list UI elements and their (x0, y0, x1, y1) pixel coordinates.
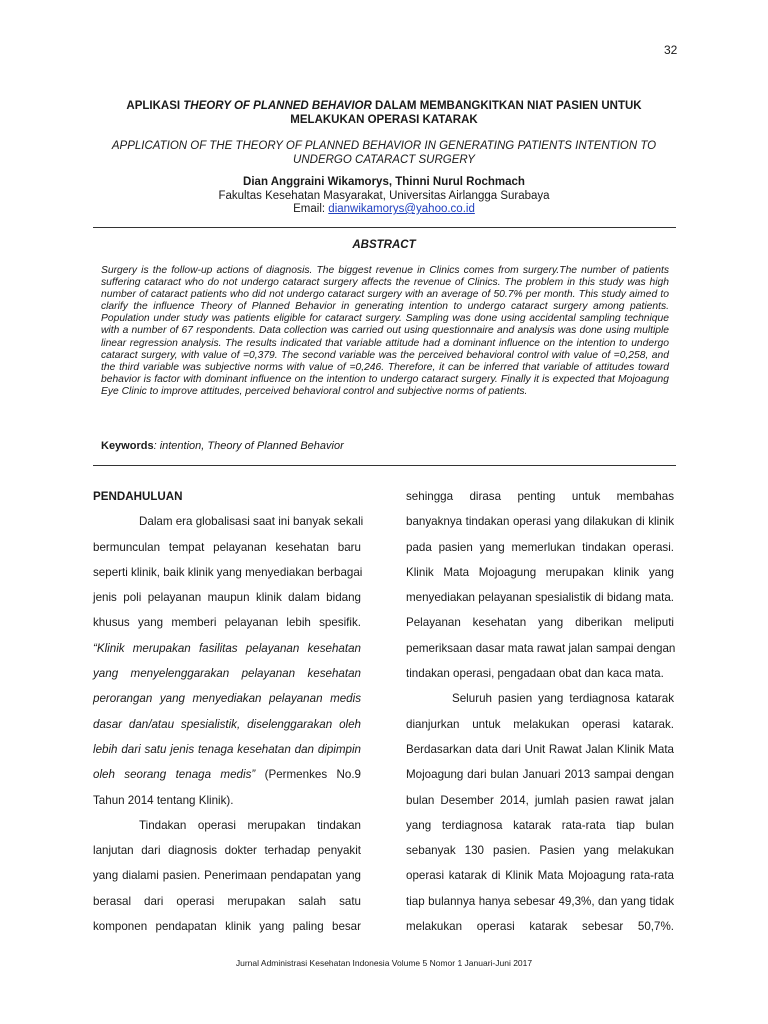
journal-footer: Jurnal Administrasi Kesehatan Indonesia Volume 5 Nomor 1 Januari-Juni 2017 (235, 958, 533, 968)
body-line: pemeriksaan dasar mata rawat jalan sampai dengan (406, 641, 676, 655)
title-part2: THEORY OF PLANNED BEHAVIOR (183, 100, 372, 112)
title-en-line2: UNDERGO CATARACT SURGERY (293, 154, 475, 166)
title-part1: APLIKASI (126, 100, 184, 112)
citation-quote-end: oleh seorang tenaga medis” (93, 768, 256, 782)
divider-bottom (93, 465, 676, 466)
affiliation: Fakultas Kesehatan Masyarakat, Universitas Airlangga Surabaya (218, 190, 550, 202)
keywords (101, 440, 669, 452)
keywords-label: Keywords (101, 440, 154, 452)
email-link[interactable]: dianwikamorys@yahoo.co.id (328, 203, 475, 215)
body-line-citation (93, 762, 361, 787)
body-line: lebih dari satu jenis tenaga kesehatan dan dipimpin (93, 742, 361, 756)
keywords-text: : intention, Theory of Planned Behavior (153, 440, 344, 452)
body-line: menyediakan pelayanan spesialistik di bidang mata. (406, 591, 674, 605)
body-line: berasal dari operasi merupakan salah satu (93, 894, 361, 908)
page-number: 32 (664, 43, 678, 57)
body-line: jenis poli pelayanan maupun klinik dalam bidang (93, 591, 361, 605)
body-line: Berdasarkan data dari Unit Rawat Jalan Klinik Mata (406, 742, 674, 756)
body-line: Tindakan operasi merupakan tindakan (139, 818, 361, 832)
email-line (100, 203, 668, 215)
authors: Dian Anggraini Wikamorys, Thinni Nurul Rochmach (243, 176, 525, 188)
body-line: yang dialami pasien. Penerimaan pendapatan yang (93, 869, 361, 883)
left-column (93, 484, 364, 939)
body-line: pada pasien yang memerlukan tindakan operasi. (406, 540, 674, 554)
body-line: bermunculan tempat pelayanan kesehatan baru (93, 540, 361, 554)
body-line: yang menyelenggarakan pelayanan kesehatan (93, 667, 361, 681)
body-line: Mojoagung dari bulan Januari 2013 sampai dengan (406, 768, 674, 782)
body-line: tindakan operasi, pengadaan obat dan kaca mata. (406, 667, 664, 681)
body-line: banyaknya tindakan operasi yang dilakukan di klinik (406, 515, 674, 529)
body-line: Dalam era globalisasi saat ini banyak sekali (139, 515, 364, 529)
title-en-line1: APPLICATION OF THE THEORY OF PLANNED BEHAVIOR IN GENERATING PATIENTS INTENTION TO (111, 140, 657, 152)
body-line: Seluruh pasien yang terdiagnosa katarak (452, 692, 674, 706)
email-label: Email: (293, 203, 329, 215)
body-line: dasar dan/atau spesialistik, diselenggarakan oleh (93, 717, 361, 731)
right-column (406, 484, 674, 939)
divider-top (93, 227, 676, 228)
body-line: seperti klinik, baik klinik yang menyediakan berbagai (93, 565, 363, 579)
section-heading: PENDAHULUAN (93, 490, 183, 503)
abstract-text: Surgery is the follow-up actions of diagnosis. The biggest revenue in Clinics comes from surgery.The number of patients suffering cataract who do not undergo cataract surgery affects the revenue of Clinics. The problem in this study was high number of cataract patients who did not undergo cataract surgery with an average of 50.7% per month. This study aimed to clarify the influence Theory of Planned Behavior in generating intention to undergo cataract surgery among patients. Population under study was patients eligible for cataract surgery. Sampling was done using accidental sampling technique with a number of 67 respondents. Data collection was carried out using questionnaire and analysis was done using multiple linear regression analysis. The results indicated that variable attitude had a dominant influence on the intention to undergo cataract surgery, with value of =0,379. The second variable was the perceived behavioral control with value of =0,258, and the third variable was subjective norms with value of =0,246. Therefore, it can be inferred that variable of attitudes toward behavior is factor with dominant influence on the intention to undergo cataract surgery. Finally it is expected that Mojoagung Eye Clinic to improve attitudes, perceived behavioral control and subjective norms of patients. (101, 265, 669, 397)
body-line: yang terdiagnosa katarak rata-rata tiap bulan (406, 818, 674, 832)
body-line: “Klinik merupakan fasilitas pelayanan kesehatan (93, 641, 361, 655)
body-line: operasi katarak di Klinik Mata Mojoagung rata-rata (406, 869, 674, 883)
body-line: dianjurkan untuk melakukan operasi katarak. (406, 717, 674, 731)
body-line: sehingga dirasa penting untuk membahas (406, 490, 674, 503)
paper-title-english (100, 139, 668, 167)
body-line: melakukan operasi katarak sebesar 50,7%. (406, 920, 674, 934)
body-line: komponen pendapatan klinik yang paling besar (93, 920, 361, 934)
citation-ref: (Permenkes No.9 (255, 768, 361, 782)
body-line: lanjutan dari diagnosis dokter terhadap penyakit (93, 844, 361, 858)
body-line: bulan Desember 2014, jumlah pasien rawat jalan (406, 793, 674, 807)
body-line: khusus yang memberi pelayanan lebih spesifik. (93, 616, 361, 630)
abstract-heading: ABSTRACT (352, 239, 416, 251)
title-line2: MELAKUKAN OPERASI KATARAK (290, 114, 478, 126)
body-line: tiap bulannya hanya sebesar 49,3%, dan yang tidak (406, 894, 674, 908)
paper-title (100, 99, 668, 127)
body-line: Klinik Mata Mojoagung merupakan klinik yang (406, 565, 674, 579)
title-part3: DALAM MEMBANGKITKAN NIAT PASIEN UNTUK (371, 100, 642, 112)
body-line: perorangan yang menyediakan pelayanan medis (93, 692, 361, 706)
body-line: Pelayanan kesehatan yang diberikan meliputi (406, 616, 674, 630)
body-line: Tahun 2014 tentang Klinik). (93, 793, 234, 807)
body-line: sebanyak 130 pasien. Pasien yang melakukan (406, 844, 674, 858)
